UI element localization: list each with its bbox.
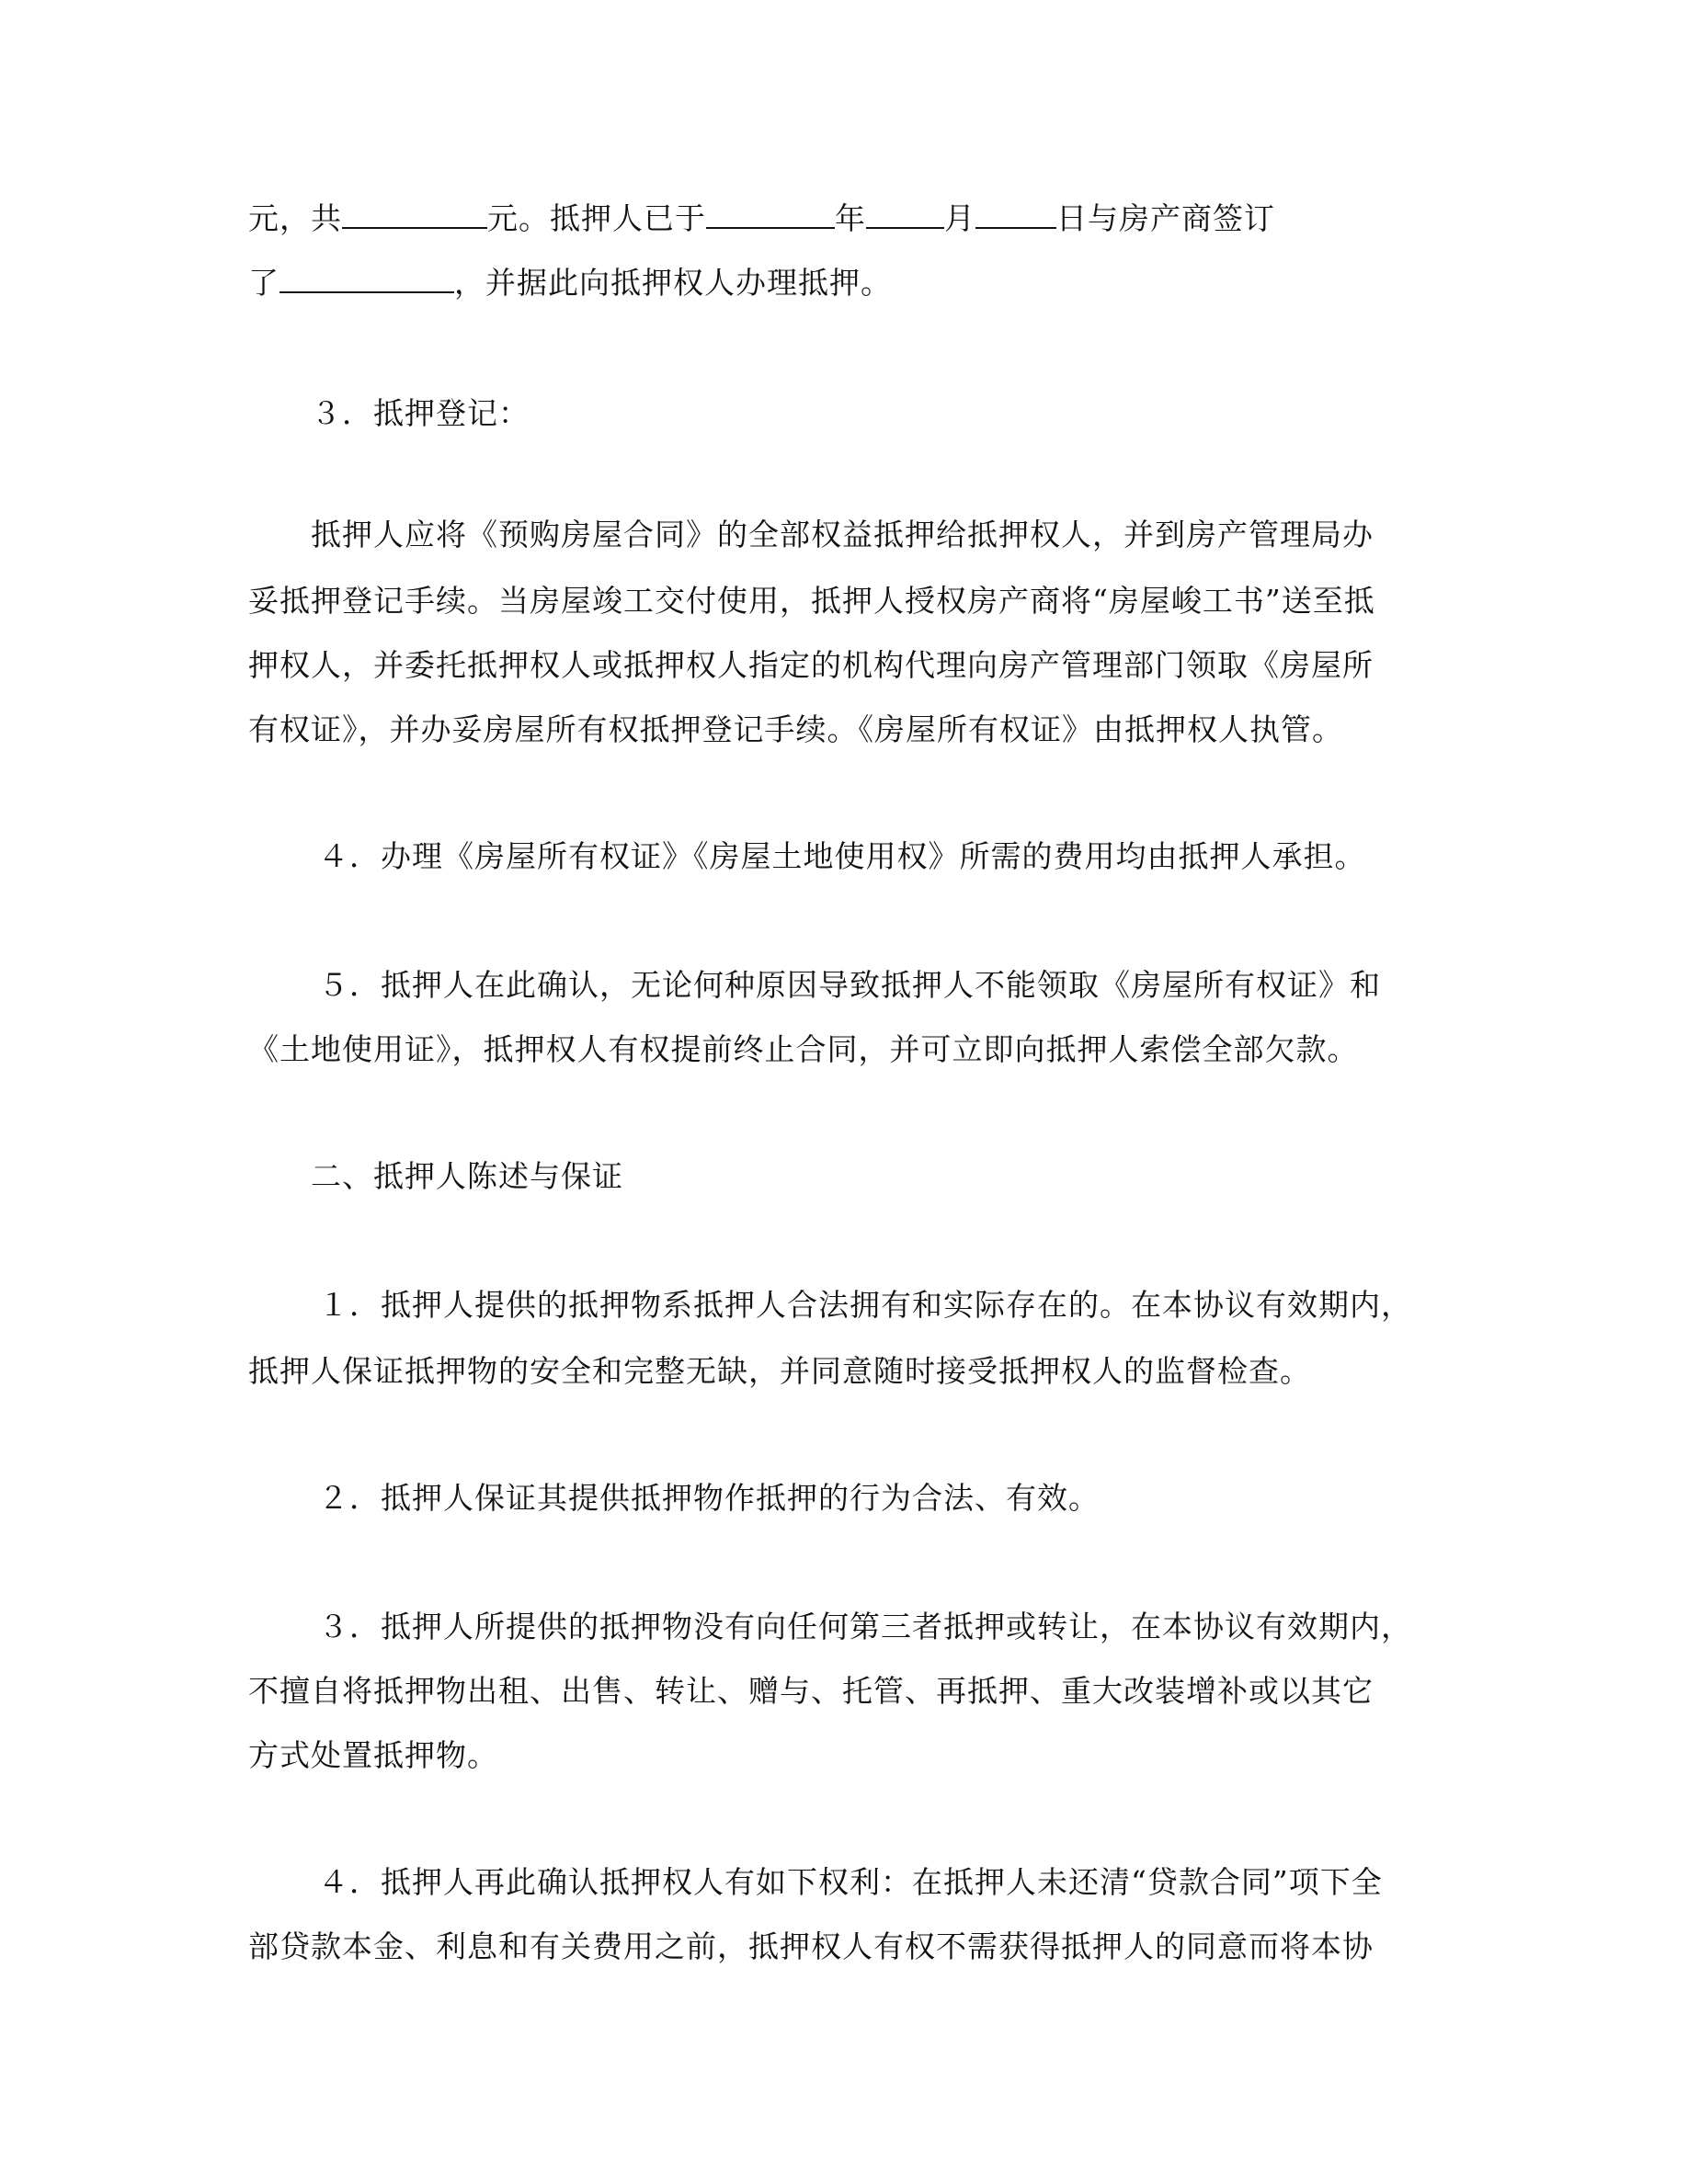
clause-heading: ３．抵押登记：	[311, 395, 530, 431]
clause-line: ５．抵押人在此确认，无论何种原因导致抵押人不能领取《房屋所有权证》和	[318, 967, 1381, 1003]
paragraph-line: 妥抵押登记手续。当房屋竣工交付使用，抵押人授权房产商将“房屋峻工书”送至抵	[248, 583, 1375, 619]
paragraph-line: 有权证》，并办妥房屋所有权抵押登记手续。《房屋所有权证》由抵押权人执管。	[248, 711, 1343, 747]
paragraph-line: 抵押人保证抵押物的安全和完整无缺，并同意随时接受抵押权人的监督检查。	[248, 1353, 1311, 1389]
text-segment: 了	[248, 265, 279, 301]
text-segment: 年	[835, 200, 866, 236]
text-segment: 月	[944, 200, 975, 236]
paragraph-line: 不擅自将抵押物出租、出售、转让、赠与、托管、再抵押、重大改装增补或以其它	[248, 1673, 1374, 1709]
paragraph-line: 部贷款本金、利息和有关费用之前，抵押权人有权不需获得抵押人的同意而将本协	[248, 1928, 1374, 1964]
text-segment: 日与房产商签订	[1056, 200, 1275, 236]
paragraph-line: 押权人，并委托抵押权人或抵押权人指定的机构代理向房产管理部门领取《房屋所	[248, 647, 1374, 683]
clause-line: ４．办理《房屋所有权证》《房屋土地使用权》所需的费用均由抵押人承担。	[318, 838, 1366, 874]
text-segment: 元，共	[248, 200, 342, 236]
text-segment: ，并据此向抵押权人办理抵押。	[454, 265, 892, 301]
paragraph-line: ３．抵押人所提供的抵押物没有向任何第三者抵押或转让，在本协议有效期内，	[318, 1609, 1412, 1644]
text-line	[248, 263, 892, 303]
text-line	[248, 199, 1275, 239]
paragraph-line: ４．抵押人再此确认抵押权人有如下权利：在抵押人未还清“贷款合同”项下全	[318, 1864, 1383, 1900]
paragraph-line: ２．抵押人保证其提供抵押物作抵押的行为合法、有效。	[318, 1480, 1100, 1516]
paragraph-line: 抵押人应将《预购房屋合同》的全部权益抵押给抵押权人，并到房产管理局办	[311, 517, 1374, 552]
section-heading: 二、抵押人陈述与保证	[311, 1158, 623, 1194]
paragraph-line: １．抵押人提供的抵押物系抵押人合法拥有和实际存在的。在本协议有效期内，	[318, 1287, 1412, 1323]
clause-line: 《土地使用证》，抵押权人有权提前终止合同，并可立即向抵押人索偿全部欠款。	[248, 1031, 1359, 1067]
paragraph-line: 方式处置抵押物。	[248, 1737, 498, 1773]
fill-blank	[706, 199, 835, 229]
fill-blank	[975, 199, 1056, 229]
fill-blank	[866, 199, 944, 229]
fill-blank	[279, 264, 454, 293]
text-segment: 元。抵押人已于	[487, 200, 706, 236]
fill-blank	[342, 199, 487, 229]
